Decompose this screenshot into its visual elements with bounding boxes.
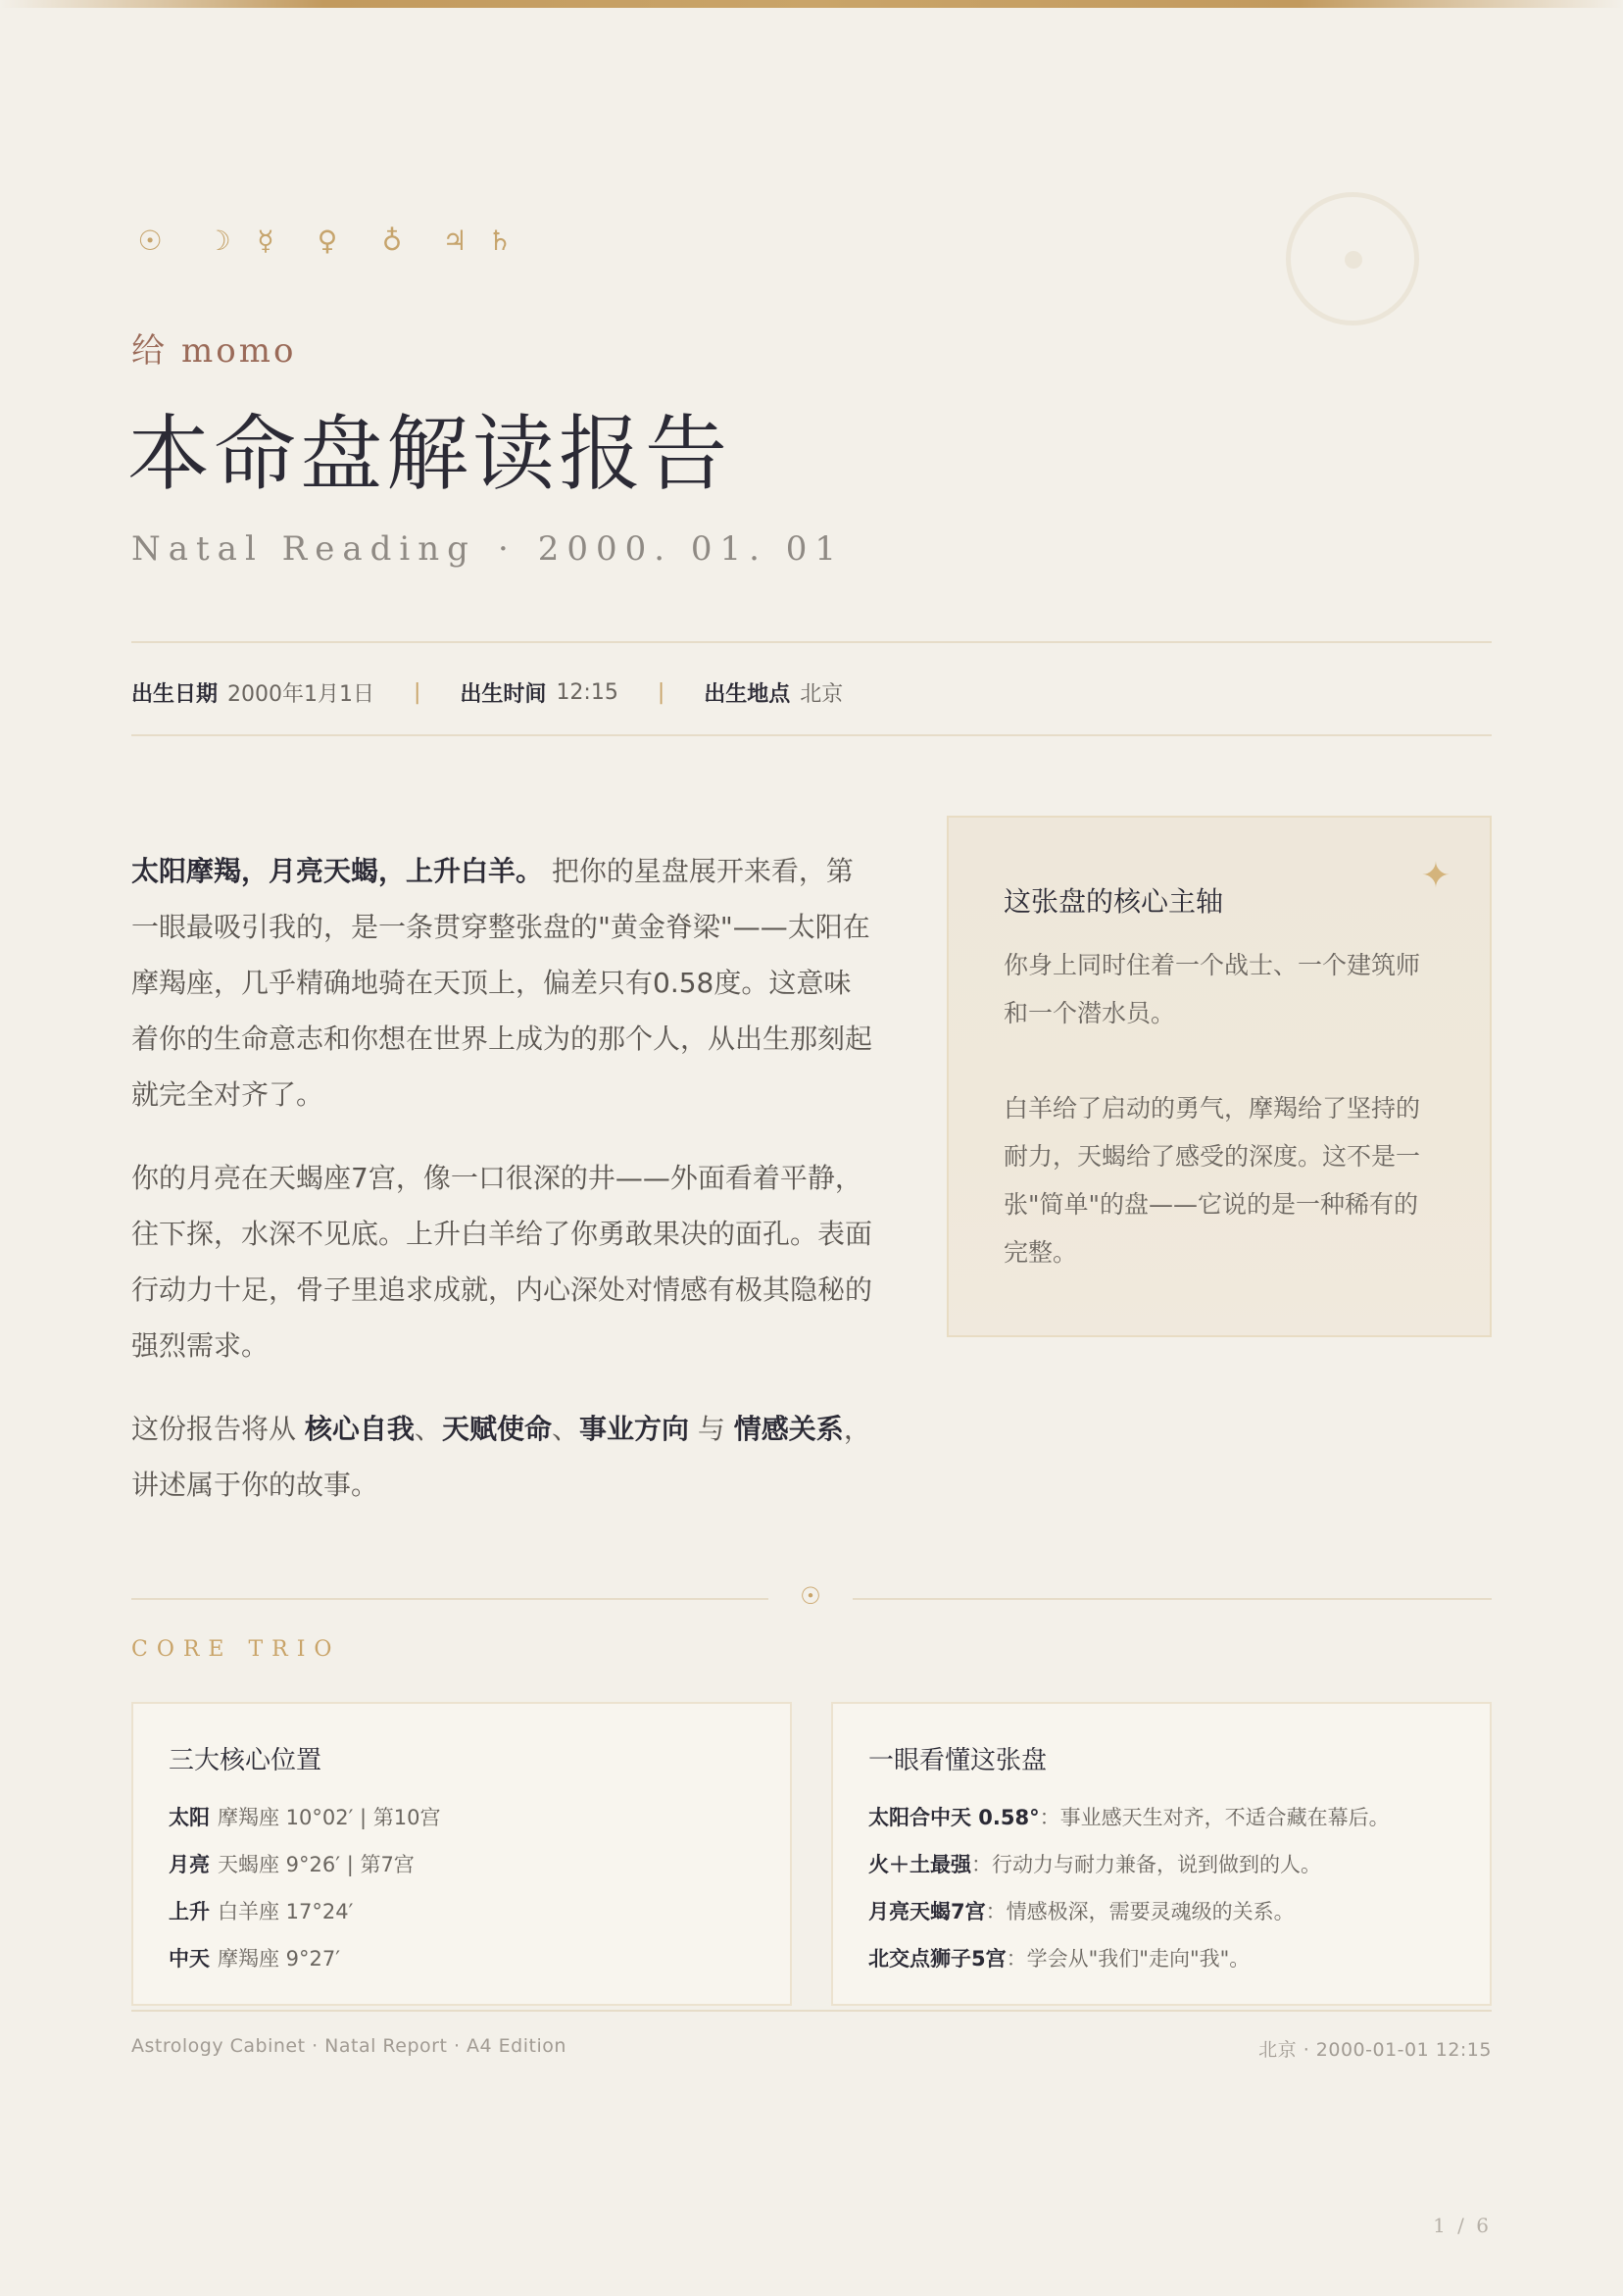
- sun-divider-icon: ☉: [800, 1582, 821, 1610]
- recipient-name: momo: [181, 331, 297, 371]
- subtitle-text: Natal Reading: [131, 529, 476, 569]
- position-row: [169, 1841, 755, 1888]
- footer-right: 北京 · 2000-01-01 12:15: [1258, 2039, 1492, 2061]
- intro-text: 、: [414, 1413, 442, 1445]
- position-value: 摩羯座 10°02′ | 第10宫: [218, 1806, 441, 1829]
- glance-value: ：行动力与耐力兼备，说到做到的人。: [971, 1853, 1321, 1876]
- planet-glyph-row: [131, 222, 519, 261]
- top-accent-bar: [0, 0, 1623, 8]
- birth-time-value: 12:15: [556, 679, 618, 705]
- glance-key: 北交点狮子5宫: [868, 1947, 1007, 1971]
- mercury-glyph-icon: ☿: [257, 225, 274, 257]
- glance-row: [868, 1935, 1454, 1982]
- glance-value: ：事业感天生对齐，不适合藏在幕后。: [1039, 1806, 1390, 1829]
- intro-paragraph: 你的月亮在天蝎座7宫，像一口很深的井——外面看着平静，往下探，水深不见底。上升白羊给了你勇敢果决的面孔。表面行动力十足，骨子里追求成就，内心深处对情感有极其隐秘的强烈需求。: [131, 1162, 873, 1362]
- position-value: 摩羯座 9°27′: [218, 1947, 341, 1971]
- footer-rule: [131, 2010, 1492, 2012]
- report-title: 本命盘解读报告: [127, 406, 732, 502]
- glance-row: [868, 1841, 1454, 1888]
- birth-place-value: 北京: [800, 681, 844, 707]
- core-positions-card: [131, 1702, 792, 2006]
- sparkle-icon: ✦: [1420, 856, 1451, 896]
- greeting-prefix: 给: [131, 331, 168, 371]
- page-number: 1 / 6: [1433, 2214, 1492, 2237]
- earth-glyph-icon: ♁: [381, 225, 403, 257]
- intro-text: 这份报告将从: [131, 1413, 305, 1445]
- core-positions-title: 三大核心位置: [169, 1746, 322, 1775]
- moon-glyph-icon: ☽: [206, 225, 231, 257]
- position-row: [169, 1888, 755, 1935]
- intro-text: 、: [551, 1413, 579, 1445]
- section-label: CORE TRIO: [131, 1637, 341, 1662]
- birth-info-row: [131, 673, 843, 712]
- meta-separator: |: [414, 679, 421, 705]
- core-axis-card: [947, 816, 1492, 1337]
- at-a-glance-card: [831, 1702, 1492, 2006]
- core-axis-text: 白羊给了启动的勇气，摩羯给了坚持的耐力，天蝎给了感受的深度。这不是一张"简单"的盘——它说的是一种稀有的完整。: [1004, 1094, 1421, 1267]
- footer-left: Astrology Cabinet · Natal Report · A4 Edition: [131, 2035, 566, 2057]
- topic-core-self: 核心自我: [304, 1413, 415, 1445]
- core-axis-title: 这张盘的核心主轴: [1004, 885, 1224, 918]
- section-divider-left: [131, 1598, 768, 1600]
- intro-section: [131, 843, 876, 1540]
- position-key: 上升: [169, 1900, 210, 1923]
- greeting: [131, 324, 296, 372]
- report-subtitle: [131, 529, 844, 569]
- topic-career: 事业方向: [578, 1413, 689, 1445]
- sun-emblem-center: [1345, 251, 1362, 269]
- position-key: 太阳: [169, 1806, 210, 1829]
- meta-top-rule: [131, 641, 1492, 643]
- position-key: 中天: [169, 1947, 210, 1971]
- glance-key: 月亮天蝎7宫: [868, 1900, 986, 1923]
- intro-lead: 太阳摩羯，月亮天蝎，上升白羊。: [131, 855, 544, 887]
- position-value: 天蝎座 9°26′ | 第7宫: [218, 1853, 415, 1876]
- topic-relationships: 情感关系: [733, 1413, 844, 1445]
- position-row: [169, 1935, 755, 1982]
- intro-text: 与: [688, 1413, 734, 1445]
- venus-glyph-icon: ♀: [317, 225, 338, 257]
- glance-key: 火＋土最强: [868, 1853, 971, 1876]
- core-axis-text: 你身上同时住着一个战士、一个建筑师和一个潜水员。: [1004, 951, 1421, 1027]
- meta-bottom-rule: [131, 734, 1492, 736]
- subtitle-date: 2000. 01. 01: [537, 529, 845, 569]
- glance-value: ：学会从"我们"走向"我"。: [1006, 1947, 1251, 1971]
- jupiter-glyph-icon: ♃: [442, 225, 467, 257]
- position-key: 月亮: [169, 1853, 210, 1876]
- birth-place-label: 出生地点: [704, 681, 791, 707]
- sun-glyph-icon: ☉: [137, 225, 163, 257]
- intro-paragraph: [131, 843, 876, 1123]
- birth-date-label: 出生日期: [131, 681, 219, 707]
- birth-date-value: 2000年1月1日: [227, 681, 374, 707]
- glance-key: 太阳合中天 0.58°: [868, 1806, 1040, 1829]
- glance-value: ：情感极深，需要灵魂级的关系。: [985, 1900, 1295, 1923]
- position-row: [169, 1794, 755, 1841]
- birth-time-label: 出生时间: [460, 681, 547, 707]
- intro-paragraph: [131, 1401, 876, 1513]
- intro-text: 把你的星盘展开来看，第一眼最吸引我的，是一条贯穿整张盘的"黄金脊梁"——太阳在摩羯座，几乎精确地骑在天顶上，偏差只有0.58度。这意味着你的生命意志和你想在世界上成为的那个人，从出生那刻起就完全对齐了。: [131, 855, 873, 1111]
- position-value: 白羊座 17°24′: [218, 1900, 354, 1923]
- at-a-glance-title: 一眼看懂这张盘: [868, 1746, 1048, 1775]
- topic-talent-mission: 天赋使命: [441, 1413, 552, 1445]
- intro-text: ，讲述属于你的故事。: [131, 1413, 871, 1501]
- section-divider-right: [853, 1598, 1492, 1600]
- meta-separator: |: [657, 679, 665, 705]
- glance-row: [868, 1888, 1454, 1935]
- glance-row: [868, 1794, 1454, 1841]
- saturn-glyph-icon: ♄: [487, 225, 513, 257]
- subtitle-separator: ·: [497, 529, 516, 569]
